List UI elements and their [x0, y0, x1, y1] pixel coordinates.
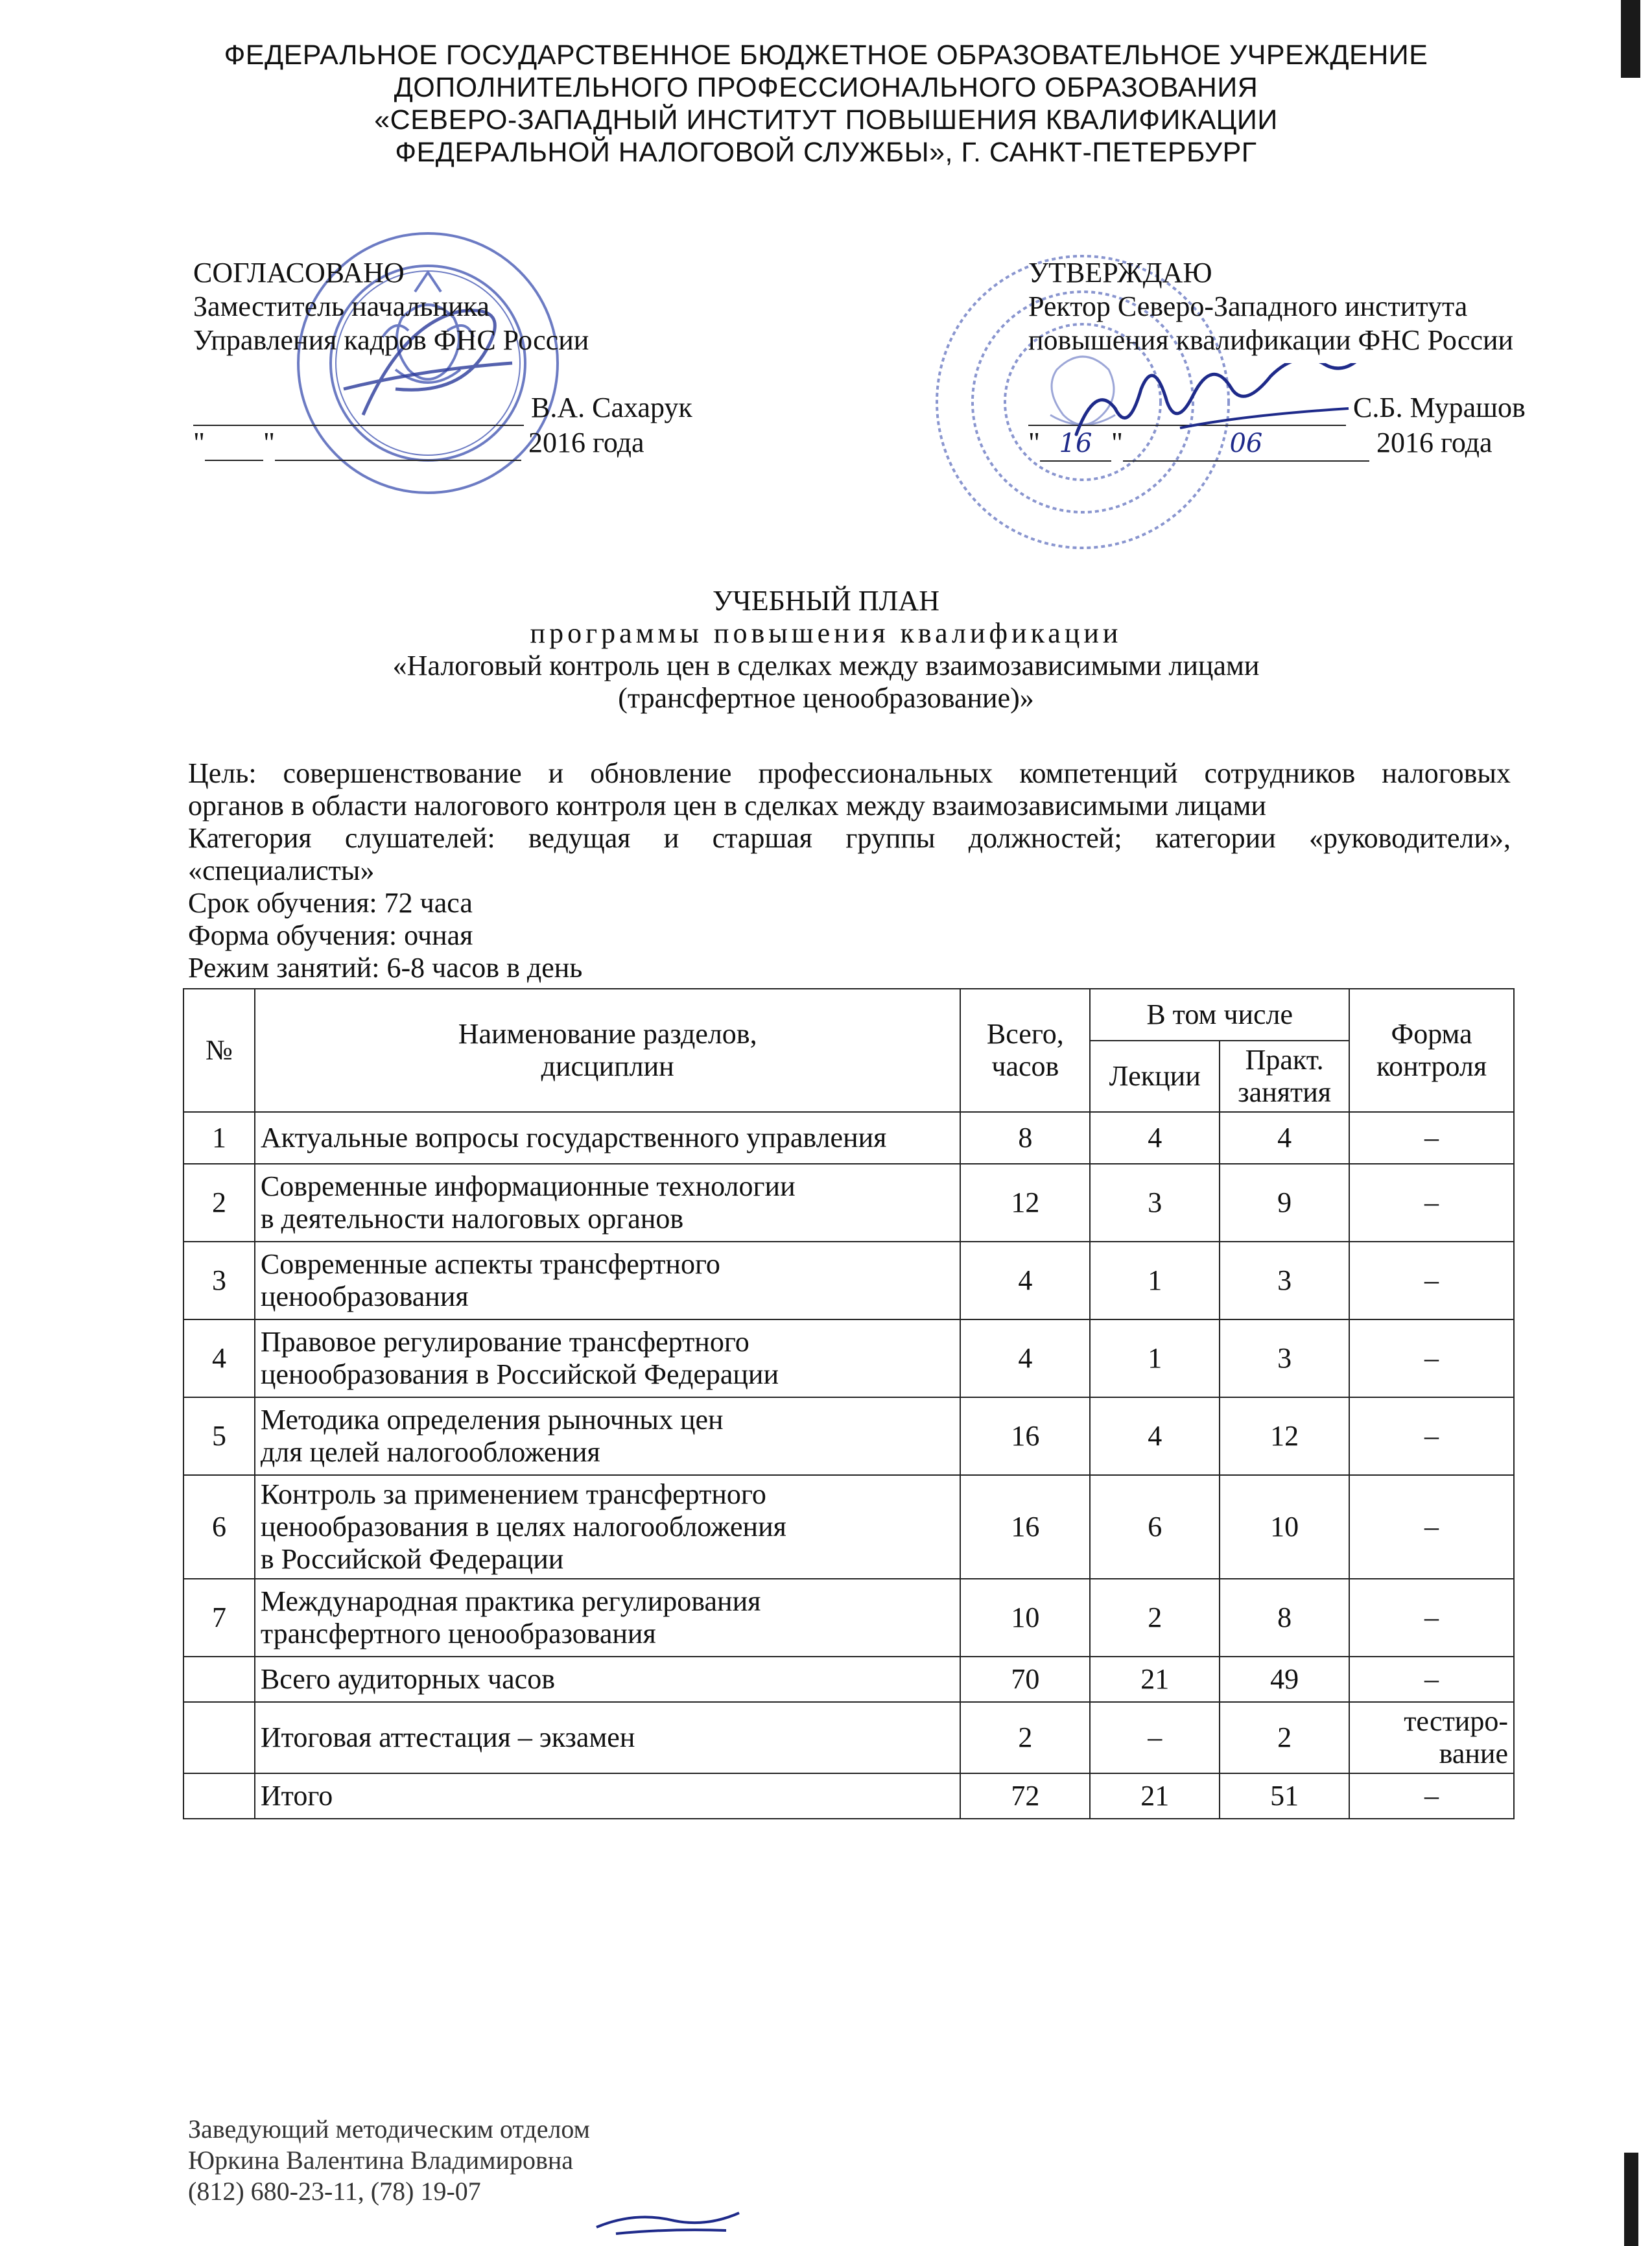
table-row: [183, 1242, 1514, 1319]
curriculum-table: [183, 988, 1515, 1819]
study-form: Форма обучения: очная: [188, 919, 473, 951]
handwritten-day: 16: [1040, 427, 1111, 462]
cell-total-hours: [960, 1702, 1090, 1773]
cell-control-form-line-1: –: [1424, 1187, 1439, 1218]
cell-lecture-hours: [1090, 1773, 1220, 1819]
cell-total-hours-line-1: 70: [1011, 1663, 1040, 1695]
cell-control-form-line-2: вание: [1439, 1738, 1508, 1769]
agreed-date-line: [193, 426, 692, 461]
cell-practice-hours: [1220, 1773, 1349, 1819]
table-row: [183, 1475, 1514, 1579]
agreed-signature-line: [193, 391, 692, 426]
col-header-number: №: [183, 989, 255, 1112]
approve-position-line-1: Ректор Северо-Западного института: [1028, 290, 1468, 322]
cell-control-form-line-1: –: [1424, 1342, 1439, 1374]
cell-control-form: [1349, 1579, 1514, 1657]
cell-total-hours-line-1: 16: [1011, 1511, 1040, 1543]
cell-discipline-name-line-1: Международная практика регулирования: [260, 1585, 761, 1617]
col-header-practice-line-1: Практ.: [1245, 1044, 1324, 1076]
cell-discipline-name: [255, 1112, 961, 1164]
cell-discipline-name-line-1: Итого: [260, 1780, 333, 1812]
cell-practice-hours: [1220, 1319, 1349, 1397]
cell-lecture-hours: [1090, 1579, 1220, 1657]
cell-practice-hours-line-1: 49: [1270, 1663, 1299, 1695]
cell-practice-hours: [1220, 1579, 1349, 1657]
table-row: [183, 1773, 1514, 1819]
cell-total-hours: [960, 1319, 1090, 1397]
cell-number-line-1: 6: [211, 1511, 226, 1543]
cell-control-form-line-1: –: [1424, 1602, 1439, 1633]
contact-footer: [188, 2114, 590, 2207]
header-line-1: ФЕДЕРАЛЬНОЕ ГОСУДАРСТВЕННОЕ БЮДЖЕТНОЕ ОБРАЗОВАТЕЛЬНОЕ УЧРЕЖДЕНИЕ: [224, 40, 1428, 71]
cell-discipline-name-line-2: для целей налогообложения: [260, 1436, 600, 1468]
cell-practice-hours-line-1: 12: [1270, 1420, 1299, 1452]
cell-discipline-name-line-2: трансфертного ценообразования: [260, 1618, 656, 1649]
goal-line-1: Цель: совершенствование и обновление профессиональных компетенций сотрудников налоговых: [188, 757, 1511, 789]
col-header-including: В том числе: [1090, 989, 1349, 1041]
cell-number: [183, 1657, 255, 1702]
cell-control-form: [1349, 1112, 1514, 1164]
table-row: [183, 1112, 1514, 1164]
cell-control-form-line-1: –: [1424, 1420, 1439, 1452]
title-line-1: УЧЕБНЫЙ ПЛАН: [713, 585, 939, 617]
rector-signature: [1063, 363, 1375, 454]
cell-number: [183, 1773, 255, 1819]
date-quote-open: ": [1028, 427, 1040, 458]
cell-control-form-line-1: –: [1424, 1264, 1439, 1296]
cell-number: [183, 1397, 255, 1475]
table-row: [183, 1319, 1514, 1397]
col-header-name-line-2: дисциплин: [541, 1050, 674, 1082]
handwritten-month: 06: [1123, 427, 1369, 462]
cell-discipline-name-line-1: Итоговая аттестация – экзамен: [260, 1721, 635, 1753]
cell-practice-hours-line-1: 51: [1270, 1780, 1299, 1812]
cell-control-form-line-1: –: [1424, 1663, 1439, 1695]
col-header-name-line-1: Наименование разделов,: [458, 1018, 757, 1050]
cell-control-form-line-1: –: [1424, 1511, 1439, 1543]
cell-practice-hours-line-1: 9: [1277, 1187, 1292, 1218]
cell-discipline-name: [255, 1773, 961, 1819]
cell-lecture-hours: [1090, 1475, 1220, 1579]
cell-practice-hours: [1220, 1702, 1349, 1773]
duration: Срок обучения: 72 часа: [188, 887, 473, 919]
date-quote-open: ": [193, 427, 205, 458]
cell-lecture-hours: [1090, 1702, 1220, 1773]
cell-practice-hours: [1220, 1475, 1349, 1579]
cell-number-line-1: 4: [211, 1342, 226, 1374]
cell-lecture-hours-line-1: 2: [1148, 1602, 1162, 1633]
agreed-position-line-1: Заместитель начальника: [193, 290, 490, 322]
date-quote-close: ": [263, 427, 275, 458]
cell-number: [183, 1319, 255, 1397]
cell-lecture-hours: [1090, 1164, 1220, 1242]
cell-lecture-hours: [1090, 1319, 1220, 1397]
table-header-row-1: [183, 989, 1514, 1041]
cell-discipline-name: [255, 1164, 961, 1242]
col-header-control-line-1: Форма: [1391, 1018, 1472, 1050]
cell-practice-hours-line-1: 3: [1277, 1264, 1292, 1296]
cell-total-hours: [960, 1397, 1090, 1475]
cell-control-form: [1349, 1164, 1514, 1242]
cell-lecture-hours: [1090, 1657, 1220, 1702]
cell-total-hours-line-1: 72: [1011, 1780, 1040, 1812]
title-line-3: «Налоговый контроль цен в сделках между взаимозависимыми лицами: [392, 650, 1260, 681]
program-description: [188, 757, 1511, 984]
cell-number-line-1: 2: [211, 1187, 226, 1218]
cell-discipline-name: [255, 1579, 961, 1657]
cell-discipline-name-line-2: ценообразования в Российской Федерации: [260, 1358, 779, 1390]
title-line-4: (трансфертное ценообразование)»: [618, 682, 1034, 714]
cell-control-form-line-1: тестиро-: [1404, 1705, 1508, 1737]
approve-position-line-2: повышения квалификации ФНС России: [1028, 324, 1514, 356]
cell-discipline-name: [255, 1242, 961, 1319]
month-blank: [275, 426, 521, 461]
cell-number-line-1: 5: [211, 1420, 226, 1452]
cell-total-hours: [960, 1164, 1090, 1242]
col-header-lectures: Лекции: [1090, 1041, 1220, 1112]
cell-control-form: [1349, 1319, 1514, 1397]
cell-discipline-name: [255, 1702, 961, 1773]
cell-discipline-name-line-1: Актуальные вопросы государственного управления: [260, 1122, 887, 1153]
cell-discipline-name-line-2: ценообразования в целях налогообложения: [260, 1511, 786, 1543]
header-line-4: ФЕДЕРАЛЬНОЙ НАЛОГОВОЙ СЛУЖБЫ», Г. САНКТ-ПЕТЕРБУРГ: [395, 137, 1257, 168]
col-header-control-line-2: контроля: [1376, 1050, 1487, 1082]
table-row: [183, 1702, 1514, 1773]
cell-control-form: [1349, 1773, 1514, 1819]
cell-lecture-hours-line-1: 21: [1140, 1780, 1170, 1812]
category-line-2: «специалисты»: [188, 855, 375, 886]
cell-number-line-1: 1: [211, 1122, 226, 1153]
cell-lecture-hours-line-1: 3: [1148, 1187, 1162, 1218]
footer-position: Заведующий методическим отделом: [188, 2114, 590, 2144]
title-line-2: программы повышения квалификации: [530, 617, 1122, 649]
cell-practice-hours: [1220, 1112, 1349, 1164]
cell-lecture-hours-line-1: 6: [1148, 1511, 1162, 1543]
day-blank: [205, 426, 263, 461]
table-row: [183, 1657, 1514, 1702]
cell-control-form-line-1: –: [1424, 1122, 1439, 1153]
cell-total-hours: [960, 1112, 1090, 1164]
cell-total-hours: [960, 1242, 1090, 1319]
cell-practice-hours-line-1: 8: [1277, 1602, 1292, 1633]
cell-number: [183, 1579, 255, 1657]
table-row: [183, 1397, 1514, 1475]
cell-lecture-hours-line-1: 1: [1148, 1342, 1162, 1374]
header-line-3: «СЕВЕРО-ЗАПАДНЫЙ ИНСТИТУТ ПОВЫШЕНИЯ КВАЛИФИКАЦИИ: [374, 104, 1278, 136]
cell-discipline-name-line-1: Современные аспекты трансфертного: [260, 1248, 720, 1280]
cell-practice-hours: [1220, 1397, 1349, 1475]
category-line-1: Категория слушателей: ведущая и старшая группы должностей; категории «руководители»,: [188, 822, 1511, 854]
cell-total-hours: [960, 1579, 1090, 1657]
cell-total-hours-line-1: 10: [1011, 1602, 1040, 1633]
cell-lecture-hours-line-1: 21: [1140, 1663, 1170, 1695]
document-title: [0, 585, 1652, 715]
cell-control-form: [1349, 1242, 1514, 1319]
cell-number: [183, 1702, 255, 1773]
approve-signatory-name: С.Б. Мурашов: [1353, 392, 1526, 423]
cell-lecture-hours: [1090, 1112, 1220, 1164]
cell-lecture-hours-line-1: 4: [1148, 1420, 1162, 1452]
cell-total-hours-line-1: 16: [1011, 1420, 1040, 1452]
col-header-total-line-2: часов: [991, 1050, 1059, 1082]
cell-number-line-1: 3: [211, 1264, 226, 1296]
cell-discipline-name-line-3: в Российской Федерации: [260, 1543, 564, 1575]
bottom-signature: [590, 2208, 746, 2240]
cell-lecture-hours-line-1: –: [1148, 1721, 1162, 1753]
cell-control-form: [1349, 1475, 1514, 1579]
col-header-name: [255, 989, 961, 1112]
cell-discipline-name-line-1: Современные информационные технологии: [260, 1170, 796, 1202]
cell-number: [183, 1242, 255, 1319]
col-header-practice: [1220, 1041, 1349, 1112]
date-quote-close: ": [1111, 427, 1123, 458]
cell-total-hours-line-1: 4: [1018, 1342, 1033, 1374]
cell-practice-hours: [1220, 1164, 1349, 1242]
cell-total-hours: [960, 1475, 1090, 1579]
col-header-total: [960, 989, 1090, 1112]
table-row: [183, 1164, 1514, 1242]
cell-discipline-name-line-1: Методика определения рыночных цен: [260, 1404, 724, 1436]
cell-total-hours-line-1: 12: [1011, 1187, 1040, 1218]
approve-heading: УТВЕРЖДАЮ: [1028, 257, 1212, 289]
cell-number-line-1: 7: [211, 1602, 226, 1633]
signature-blank: [193, 391, 524, 426]
cell-number: [183, 1475, 255, 1579]
cell-discipline-name: [255, 1319, 961, 1397]
table-row: [183, 1579, 1514, 1657]
cell-number: [183, 1112, 255, 1164]
cell-practice-hours: [1220, 1242, 1349, 1319]
institution-header: [0, 39, 1652, 169]
cell-discipline-name-line-2: ценообразования: [260, 1281, 469, 1312]
cell-discipline-name-line-1: Всего аудиторных часов: [260, 1663, 555, 1695]
cell-practice-hours-line-1: 3: [1277, 1342, 1292, 1374]
cell-control-form: [1349, 1657, 1514, 1702]
cell-lecture-hours: [1090, 1397, 1220, 1475]
cell-discipline-name-line-1: Контроль за применением трансфертного: [260, 1478, 766, 1510]
study-mode: Режим занятий: 6-8 часов в день: [188, 952, 583, 984]
cell-lecture-hours-line-1: 4: [1148, 1122, 1162, 1153]
col-header-practice-line-2: занятия: [1238, 1076, 1331, 1108]
cell-total-hours-line-1: 2: [1018, 1721, 1033, 1753]
cell-practice-hours-line-1: 4: [1277, 1122, 1292, 1153]
footer-phone: (812) 680-23-11, (78) 19-07: [188, 2177, 481, 2206]
cell-control-form: [1349, 1397, 1514, 1475]
agreed-position-line-2: Управления кадров ФНС России: [193, 324, 589, 356]
approval-agreed-block: [193, 256, 692, 461]
agreed-year: 2016 года: [528, 427, 644, 458]
agreed-heading: СОГЛАСОВАНО: [193, 257, 405, 289]
cell-total-hours: [960, 1657, 1090, 1702]
cell-practice-hours: [1220, 1657, 1349, 1702]
cell-discipline-name: [255, 1475, 961, 1579]
cell-lecture-hours-line-1: 1: [1148, 1264, 1162, 1296]
cell-discipline-name-line-1: Правовое регулирование трансфертного: [260, 1326, 749, 1358]
footer-person-name: Юркина Валентина Владимировна: [188, 2146, 573, 2175]
col-header-total-line-1: Всего,: [986, 1018, 1064, 1050]
cell-discipline-name: [255, 1397, 961, 1475]
cell-discipline-name-line-2: в деятельности налоговых органов: [260, 1203, 684, 1235]
cell-total-hours-line-1: 8: [1018, 1122, 1033, 1153]
cell-discipline-name: [255, 1657, 961, 1702]
cell-control-form: [1349, 1702, 1514, 1773]
cell-practice-hours-line-1: 2: [1277, 1721, 1292, 1753]
col-header-control: [1349, 989, 1514, 1112]
cell-total-hours-line-1: 4: [1018, 1264, 1033, 1296]
approve-year: 2016 года: [1376, 427, 1493, 458]
header-line-2: ДОПОЛНИТЕЛЬНОГО ПРОФЕССИОНАЛЬНОГО ОБРАЗОВАНИЯ: [394, 72, 1258, 103]
agreed-signatory-name: В.А. Сахарук: [531, 392, 692, 423]
goal-line-2: органов в области налогового контроля цен в сделках между взаимозависимыми лицами: [188, 790, 1266, 822]
cell-number: [183, 1164, 255, 1242]
cell-control-form-line-1: –: [1424, 1780, 1439, 1812]
cell-total-hours: [960, 1773, 1090, 1819]
scan-edge-mark-bottom: [1624, 2153, 1638, 2246]
cell-practice-hours-line-1: 10: [1270, 1511, 1299, 1543]
cell-lecture-hours: [1090, 1242, 1220, 1319]
